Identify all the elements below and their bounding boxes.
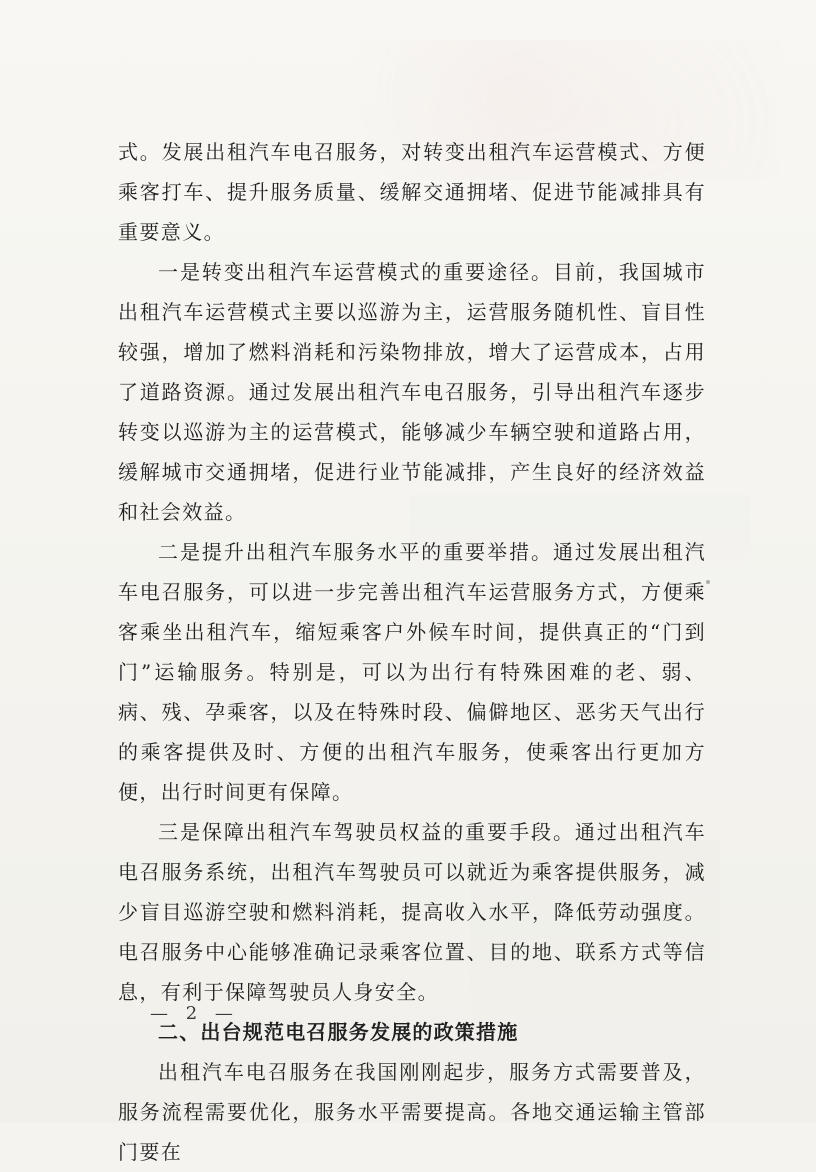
scan-mark — [706, 580, 710, 584]
paragraph-intro-continuation: 式。发展出租汽车电召服务，对转变出租汽车运营模式、方便乘客打车、提升服务质量、缓解交通拥堵、促进节能减排具有重要意义。 — [118, 140, 706, 244]
paragraph-point-three: 三是保障出租汽车驾驶员权益的重要手段。通过出租汽车电召服务系统，出租汽车驾驶员可以就近为乘客提供服务，减少盲目巡游空驶和燃料消耗，提高收入水平，降低劳动强度。电召服务中心能够准确记录乘客位置、目的地、联系方式等信息，有利于保障驾驶员人身安全。 — [118, 820, 706, 1004]
page-number: — 2 — — [150, 1003, 239, 1024]
paragraph-point-one: 一是转变出租汽车运营模式的重要途径。目前，我国城市出租汽车运营模式主要以巡游为主，运营服务随机性、盲目性较强，增加了燃料消耗和污染物排放，增大了运营成本，占用了道路资源。通过发展出租汽车电召服务，引导出租汽车逐步转变以巡游为主的运营模式，能够减少车辆空驶和道路占用，缓解城市交通拥堵，促进行业节能减排，产生良好的经济效益和社会效益。 — [118, 260, 706, 524]
section-heading: 二、出台规范电召服务发展的政策措施 — [158, 1020, 519, 1044]
paragraph-closing: 出租汽车电召服务在我国刚刚起步，服务方式需要普及，服务流程需要优化，服务水平需要提高。各地交通运输主管部门要在 — [118, 1060, 706, 1164]
paragraph-point-two: 二是提升出租汽车服务水平的重要举措。通过发展出租汽车电召服务，可以进一步完善出租汽车运营服务方式，方便乘客乘坐出租汽车，缩短乘客户外候车时间，提供真正的“门到门”运输服务。特别是，可以为出行有特殊困难的老、弱、病、残、孕乘客，以及在特殊时段、偏僻地区、恶劣天气出行的乘客提供及时、方便的出租汽车服务，使乘客出行更加方便，出行时间更有保障。 — [118, 540, 706, 804]
